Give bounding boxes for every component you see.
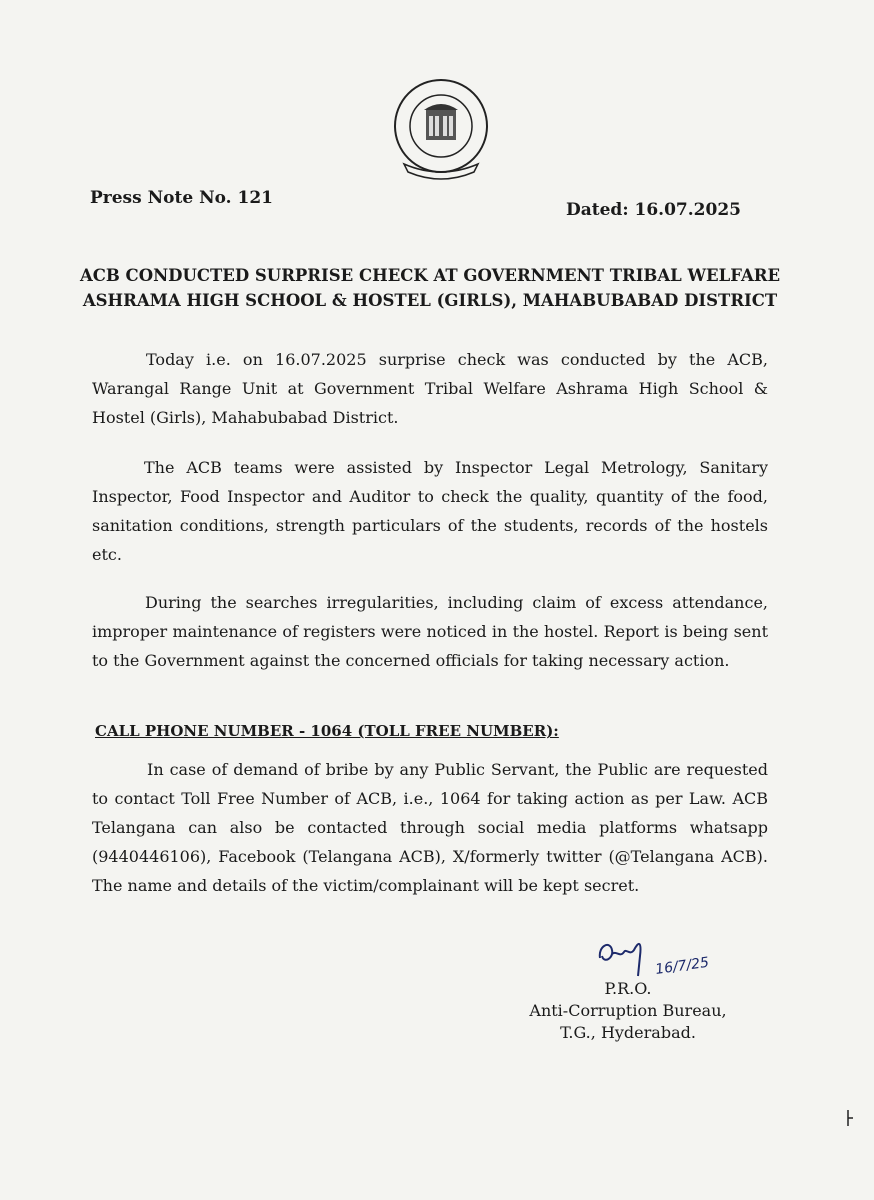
paragraph-surprise-check: Today i.e. on 16.07.2025 surprise check was conducted by the ACB, Warangal Range Unit at Government Tribal Welfare Ashrama High School & Hostel (Girls), Mahabubabad District. [92,350,768,427]
paragraph-contact-info: In case of demand of bribe by any Public Servant, the Public are requested to contact Toll Free Number of ACB, i.e., 1064 for taking action as per Law. ACB Telangana can also be contacted through social media platforms whatsapp (9440446106), Facebook (Telangana ACB), X/formerly twitter (@Telangana ACB). The name and details of the victim/complainant will be kept secret. [92,760,768,895]
headline [70,263,790,313]
paragraph-assisted-by: The ACB teams were assisted by Inspector Legal Metrology, Sanitary Inspector, Food Inspector and Auditor to check the quality, quantity of the food, sanitation conditions, strength particulars of the students, records of the hostels etc. [92,458,768,564]
headline-line-2: ASHRAMA HIGH SCHOOL & HOSTEL (GIRLS), MAHABUBABAD DISTRICT [82,291,778,310]
margin-mark [846,1110,854,1126]
signatory-office: Anti-Corruption Bureau, [529,1001,727,1020]
press-note-date: Dated: 16.07.2025 [566,200,741,220]
signature-date: 16/7/25 [654,954,711,978]
headline-line-1: ACB CONDUCTED SURPRISE CHECK AT GOVERNMENT TRIBAL WELFARE [79,266,781,285]
signature-block [528,978,728,1044]
signatory-designation: P.R.O. [604,979,652,998]
acb-seal-logo [388,76,494,182]
signatory-location: T.G., Hyderabad. [560,1023,696,1042]
press-note-number: Press Note No. 121 [90,188,273,208]
paragraph-irregularities: During the searches irregularities, including claim of excess attendance, improper maintenance of registers were noticed in the hostel. Report is being sent to the Government against the concerned officials for taking necessary action. [92,593,768,670]
toll-free-heading: CALL PHONE NUMBER - 1064 (TOLL FREE NUMBER): [95,722,559,740]
